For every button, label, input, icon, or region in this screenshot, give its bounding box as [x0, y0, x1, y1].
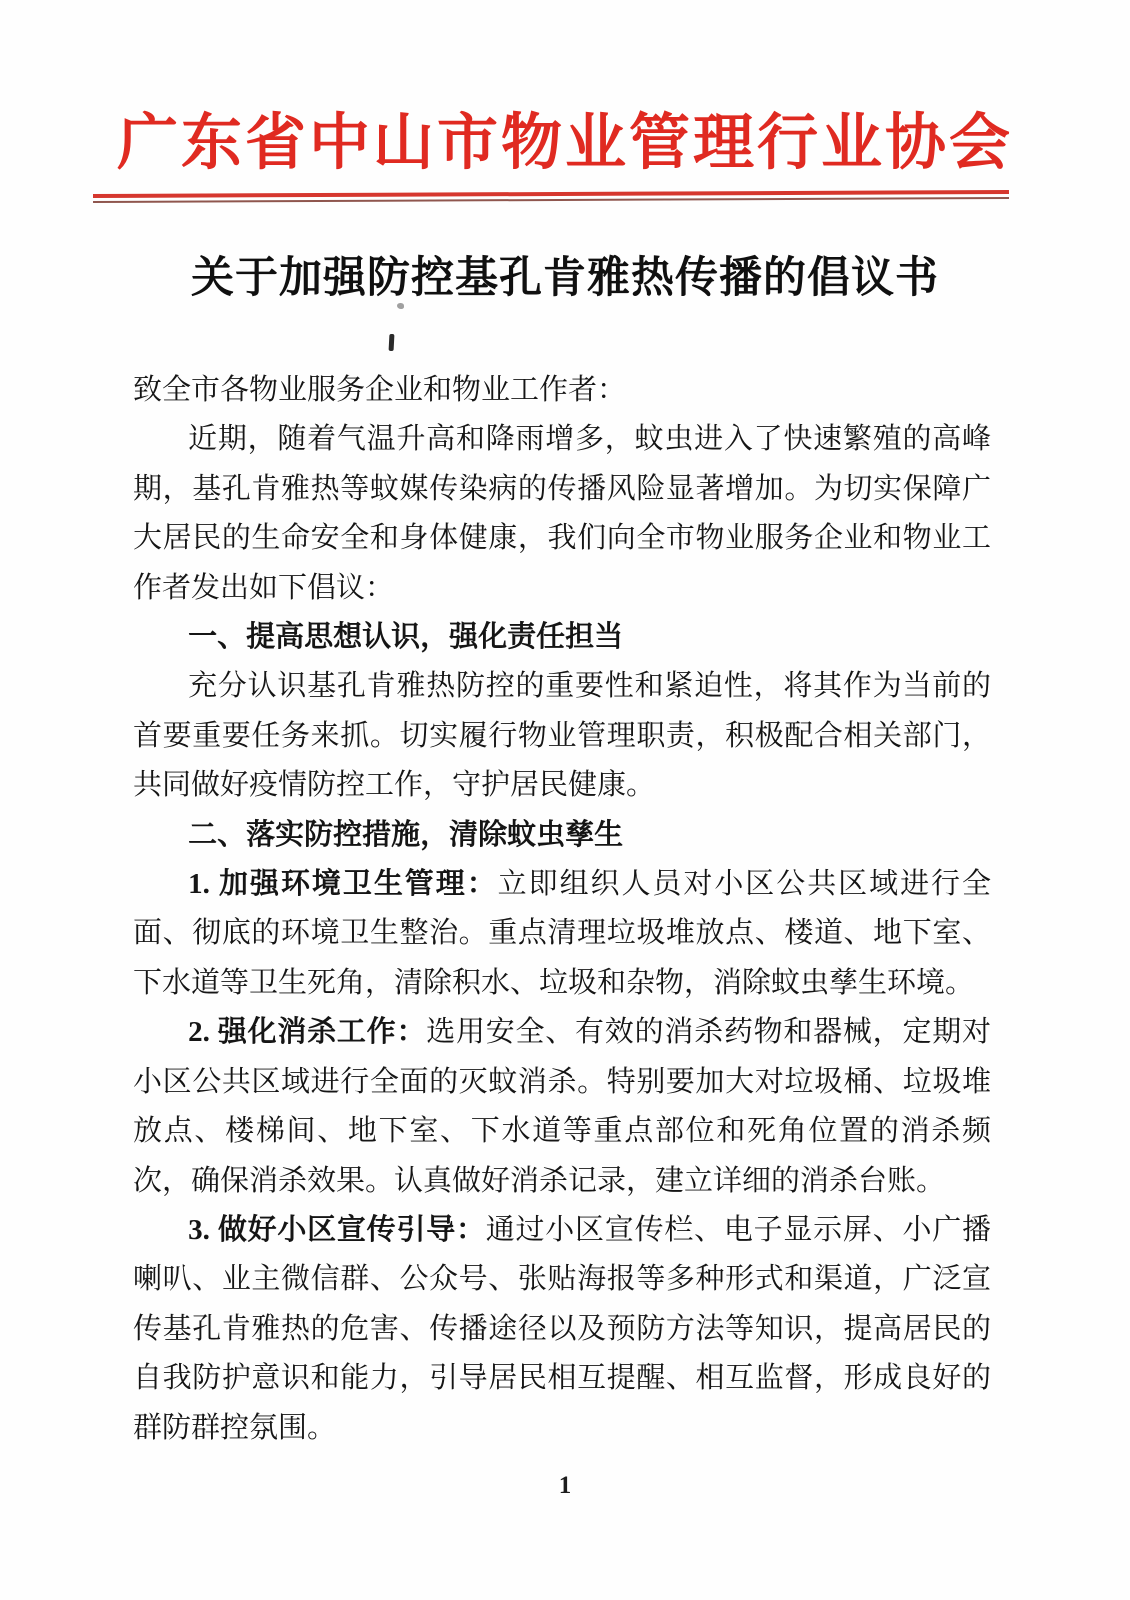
letterhead-org-name: 广东省中山市物业管理行业协会 [116, 110, 1013, 177]
salutation-line: 致全市各物业服务企业和物业工作者： [133, 374, 627, 406]
intro-paragraph: 近期，随着气温升高和降雨增多，蚊虫进入了快速繁殖的高峰期，基孔肯雅热等蚊媒传染病的传播风险显著增加。为切实保障广大居民的生命安全和身体健康，我们向全市物业服务企业和物业工作者发出如下倡议： [133, 423, 991, 604]
measure-item-2-text: 选用安全、有效的消杀药物和器械，定期对小区公共区域进行全面的灭蚊消杀。特别要加大对垃圾桶、垃圾堆放点、楼梯间、地下室、下水道等重点部位和死角位置的消杀频次，确保消杀效果。认真做好消杀记录，建立详细的消杀台账。 [133, 1016, 991, 1197]
measure-item-1-text: 立即组织人员对小区公共区域进行全面、彻底的环境卫生整治。重点清理垃圾堆放点、楼道、地下室、下水道等卫生死角，清除积水、垃圾和杂物，消除蚊虫孳生环境。 [133, 868, 991, 999]
measure-item-3-text: 通过小区宣传栏、电子显示屏、小广播喇叭、业主微信群、公众号、张贴海报等多种形式和渠道，广泛宣传基孔肯雅热的危害、传播途径以及预防方法等知识，提高居民的自我防护意识和能力，引导居民相互提醒、相互监督，形成良好的群防群控氛围。 [133, 1213, 991, 1444]
measure-item-2-lead: 2. 强化消杀工作： [188, 1016, 427, 1049]
letterhead-double-rule [93, 190, 1009, 203]
document-body [133, 366, 991, 1453]
scan-artifact-speck [397, 303, 404, 309]
measure-item-2 [133, 1008, 991, 1206]
document-title: 关于加强防控基孔肯雅热传播的倡议书 [191, 255, 939, 302]
section-1-paragraph: 充分认识基孔肯雅热防控的重要性和紧迫性，将其作为当前的首要重要任务来抓。切实履行物业管理职责，积极配合相关部门，共同做好疫情防控工作，守护居民健康。 [133, 670, 991, 802]
section-heading-1: 一、提高思想认识，强化责任担当 [188, 621, 624, 654]
measure-item-1 [133, 860, 991, 1008]
measure-item-1-lead: 1. 加强环境卫生管理： [188, 868, 498, 901]
page-number: 1 [558, 1472, 572, 1499]
measure-item-3 [133, 1206, 991, 1453]
measure-item-3-lead: 3. 做好小区宣传引导： [188, 1213, 486, 1246]
scan-artifact-mark [389, 334, 395, 351]
section-heading-2: 二、落实防控措施，清除蚊虫孳生 [188, 818, 624, 851]
